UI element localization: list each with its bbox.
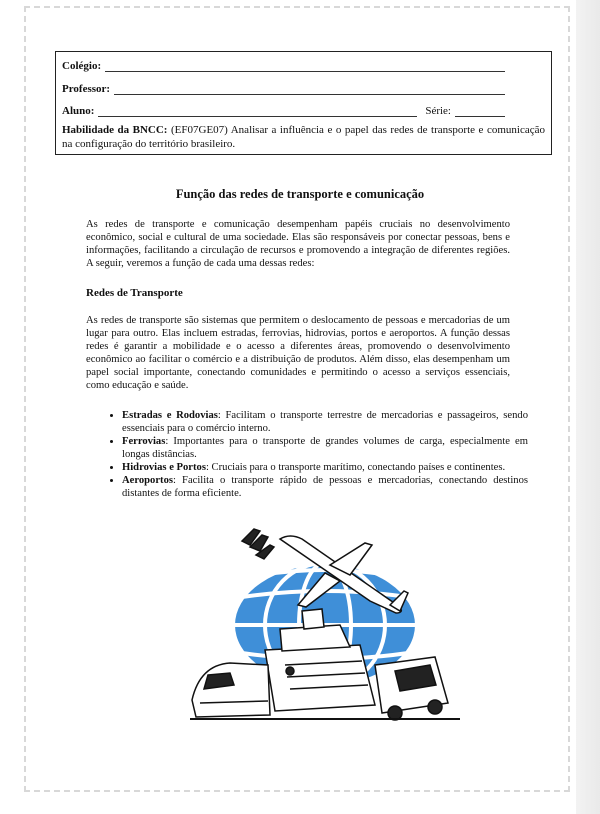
aluno-field[interactable] (98, 106, 417, 117)
colegio-label: Colégio: (62, 60, 102, 72)
list-item (122, 435, 528, 461)
habilidade-text: (EF07GE07) Analisar a influência e o papel das redes de transporte e comunicação na configuração do território brasileiro. (62, 124, 545, 150)
bus-icon (375, 657, 448, 720)
train-icon (192, 663, 270, 717)
habilidade-label: Habilidade da BNCC: (62, 124, 168, 136)
colegio-field[interactable] (105, 61, 505, 72)
aluno-label: Aluno: (62, 105, 95, 117)
bullet-term: Aeroportos (122, 475, 173, 486)
section-title: Redes de Transporte (86, 287, 183, 299)
transport-list (104, 409, 528, 500)
bullet-term: Hidrovias e Portos (122, 462, 206, 473)
bullet-text: : Facilitam o transporte terrestre de mercadorias e passageiros, sendo essenciais para o comércio interno. (122, 410, 528, 434)
colegio-row (62, 58, 545, 72)
list-item (122, 461, 528, 474)
bullet-term: Ferrovias (122, 436, 166, 447)
section-paragraph: As redes de transporte são sistemas que permitem o deslocamento de pessoas e mercadorias de um lugar para outro. Elas incluem estradas, ferrovias, hidrovias, portos e aeroportos. A função dessas redes é garantir a mobilidade e o acesso a diferentes áreas, promovendo o desenvolvimento econômico ao facilitar o comércio e a distribuição de produtos. Além disso, elas desempenham um papel social importante, conectando comunidades e permitindo o acesso a serviços essenciais, como educação e saúde. (86, 315, 510, 391)
bullet-text: : Facilita o transporte rápido de pessoas e mercadorias, conectando destinos distantes de forma eficiente. (122, 475, 528, 499)
professor-field[interactable] (114, 84, 505, 95)
serie-label: Série: (425, 105, 451, 117)
bullet-term: Estradas e Rodovias (122, 410, 218, 421)
bullet-text: : Cruciais para o transporte marítimo, conectando países e continentes. (205, 462, 506, 473)
professor-label: Professor: (62, 83, 111, 95)
bullet-text: : Importantes para o transporte de grandes volumes de carga, especialmente em longas distâncias. (122, 436, 528, 460)
aluno-row (62, 103, 545, 117)
page-title: Função das redes de transporte e comunicação (175, 187, 425, 201)
serie-field[interactable] (455, 106, 505, 117)
professor-row (62, 81, 545, 95)
intro-paragraph: As redes de transporte e comunicação desempenham papéis cruciais no desenvolvimento econômico, social e cultural de uma sociedade. Elas são responsáveis por conectar pessoas, bens e informações, facilitando a circulação de recursos e promovendo a integração de diferentes regiões. A seguir, veremos a função de cada uma dessas redes: (86, 219, 510, 269)
habilidade-bncc (62, 123, 545, 151)
header-box (55, 51, 552, 155)
list-item (122, 474, 528, 500)
side-strip (576, 0, 600, 814)
list-item (122, 409, 528, 435)
transport-illustration (190, 525, 460, 725)
